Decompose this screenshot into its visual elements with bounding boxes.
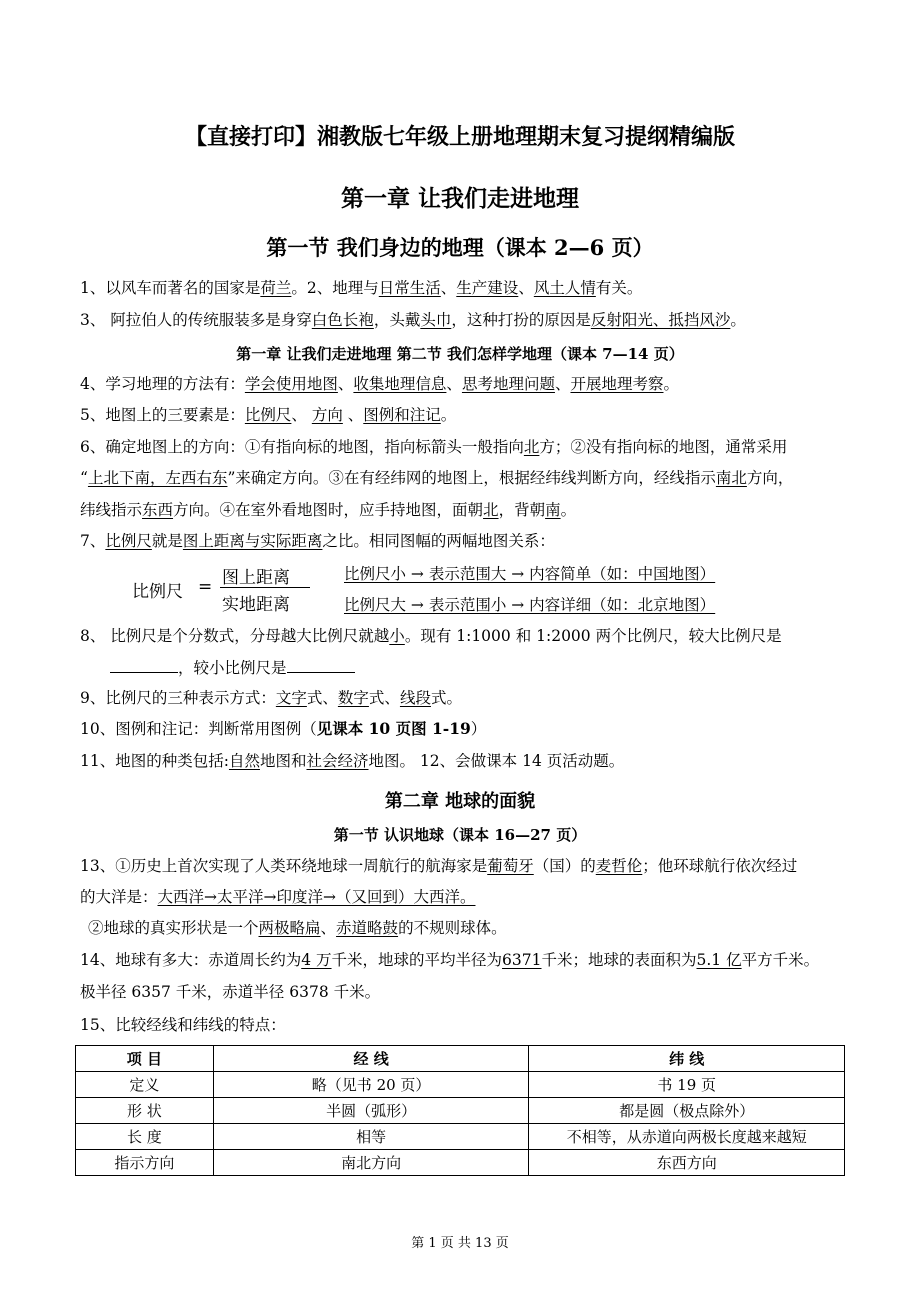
table-cell: 形 状 [76, 1098, 214, 1124]
table-cell: 定义 [76, 1072, 214, 1098]
page-footer: 第 1 页 共 13 页 [411, 1236, 509, 1251]
line-13c: ②地球的真实形状是一个两极略扁、赤道略鼓的不规则球体。 [88, 919, 507, 937]
formula-denominator: 实地距离 [222, 595, 290, 615]
formula-relation-1: 比例尺小 → 表示范围大 → 内容简单（如：中国地图） [344, 565, 716, 583]
answer-blank[interactable] [110, 658, 178, 673]
table-cell: 指示方向 [76, 1150, 214, 1176]
table-cell: 长 度 [76, 1124, 214, 1150]
table-cell: 略（见书 20 页） [213, 1072, 529, 1098]
table-cell: 相等 [213, 1124, 529, 1150]
formula-equals: = [198, 577, 213, 597]
formula-fraction-line [220, 587, 310, 588]
line-13b: 的大洋是：大西洋→太平洋→印度洋→（又回到）大西洋。 [80, 888, 476, 906]
section-2-title: 第一章 让我们走进地理 第二节 我们怎样学地理（课本 7—14 页） [236, 345, 684, 363]
table-header: 经 线 [213, 1046, 529, 1072]
section-3-title: 第一节 认识地球（课本 16—27 页） [333, 826, 587, 844]
table-row [76, 1098, 845, 1124]
line-14a: 14、地球有多大：赤道周长约为4 万千米，地球的平均半径为6371千米；地球的表面积为5.1 亿平方千米。 [80, 951, 820, 969]
table-row [76, 1124, 845, 1150]
line-13a: 13、①历史上首次实现了人类环绕地球一周航行的航海家是葡萄牙（国）的麦哲伦；他环球航行依次经过 [80, 857, 798, 875]
line-3: 3、 阿拉伯人的传统服装多是身穿白色长袍，头戴头巾，这种打扮的原因是反射阳光、抵挡风沙。 [80, 311, 746, 329]
table-cell: 南北方向 [213, 1150, 529, 1176]
table-cell: 不相等，从赤道向两极长度越来越短 [529, 1124, 845, 1150]
line-10: 10、图例和注记：判断常用图例（见课本 10 页图 1-19） [80, 719, 487, 738]
line-6c: 纬线指示东西方向。④在室外看地图时，应手持地图，面朝北，背朝南。 [80, 501, 577, 519]
line-15: 15、比较经线和纬线的特点： [80, 1016, 286, 1034]
line-8b: ，较小比例尺是 [110, 658, 355, 678]
chapter-1-title: 第一章 让我们走进地理 [340, 185, 579, 212]
line-7: 7、比例尺就是图上距离与实际距离之比。相同图幅的两幅地图关系： [80, 532, 555, 550]
line-6b: “上北下南，左西右东”来确定方向。③在有经纬网的地图上，根据经纬线判断方向，经线指示南北方向， [80, 469, 794, 487]
table-row [76, 1150, 845, 1176]
chapter-2-title: 第二章 地球的面貌 [384, 791, 536, 812]
formula-relation-2: 比例尺大 → 表示范围小 → 内容详细（如：北京地图） [344, 596, 716, 614]
line-6a: 6、确定地图上的方向：①有指向标的地图，指向标箭头一般指向北方；②没有指向标的地图，通常采用 [80, 438, 788, 456]
line-11: 11、地图的种类包括:自然地图和社会经济地图。 12、会做课本 14 页活动题。 [80, 752, 625, 770]
line-5: 5、地图上的三要素是：比例尺、 方向 、图例和注记。 [80, 406, 457, 424]
line-14b: 极半径 6357 千米，赤道半径 6378 千米。 [80, 983, 381, 1001]
document-title: 【直接打印】湘教版七年级上册地理期末复习提纲精编版 [184, 125, 735, 150]
answer-blank[interactable] [287, 658, 355, 673]
line-8a: 8、 比例尺是个分数式，分母越大比例尺就越小。现有 1:1000 和 1:2000 两个比例尺，较大比例尺是 [80, 627, 782, 645]
line-9: 9、比例尺的三种表示方式：文字式、数字式、线段式。 [80, 689, 462, 707]
formula-label: 比例尺 [132, 582, 183, 602]
table-header-row [76, 1046, 845, 1072]
table-header: 纬 线 [529, 1046, 845, 1072]
table-header: 项 目 [76, 1046, 214, 1072]
line-4: 4、学习地理的方法有：学会使用地图、收集地理信息、思考地理问题、开展地理考察。 [80, 375, 679, 393]
meridian-parallel-table [75, 1045, 845, 1176]
section-1-title: 第一节 我们身边的地理（课本 2—6 页） [266, 235, 654, 260]
line-1: 1、以风车而著名的国家是荷兰。2、地理与日常生活、生产建设、风土人情有关。 [80, 279, 643, 297]
table-cell: 书 19 页 [529, 1072, 845, 1098]
table-cell: 东西方向 [529, 1150, 845, 1176]
table-row [76, 1072, 845, 1098]
formula-numerator: 图上距离 [222, 568, 290, 588]
table-cell: 半圆（弧形） [213, 1098, 529, 1124]
table-cell: 都是圆（极点除外） [529, 1098, 845, 1124]
